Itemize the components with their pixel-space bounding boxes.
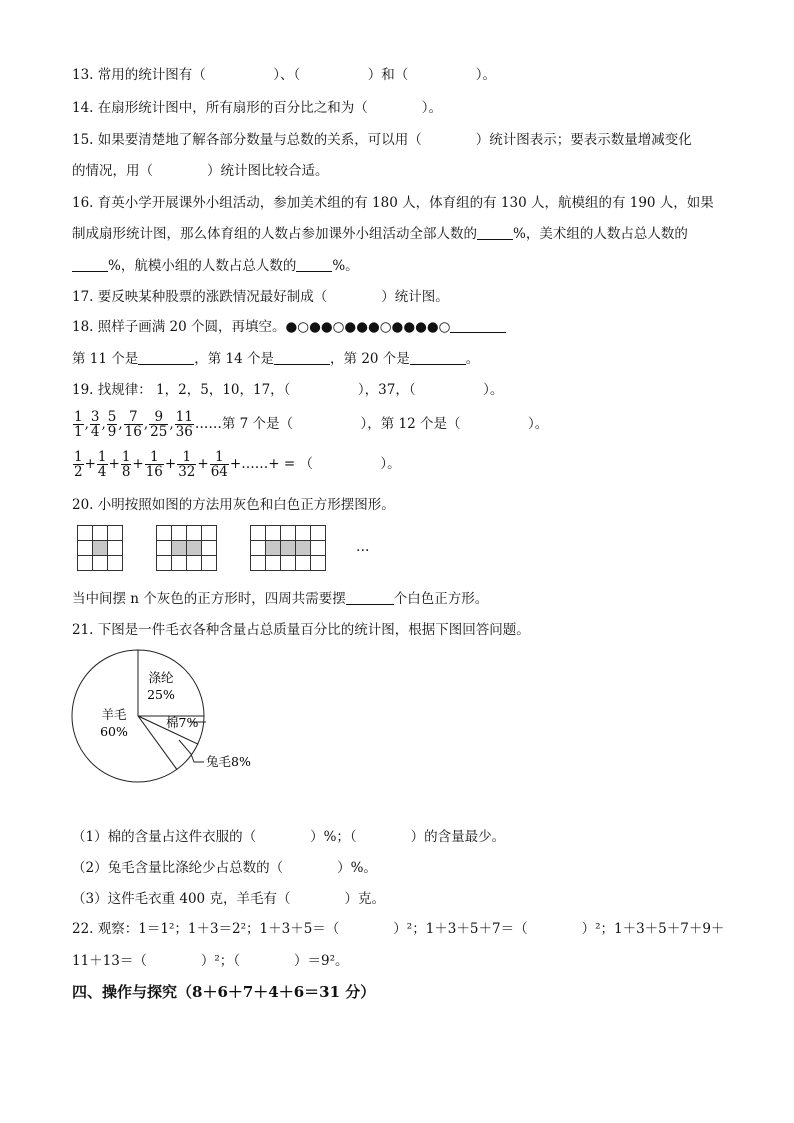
question-17: 17. 要反映某种股票的涨跌情况最好制成（ ）统计图。 [72,289,449,305]
question-19-line1: 19. 找规律： 1，2，5，10，17，（ ），37，（ ）。 [72,382,504,398]
denominator: 4 [90,424,100,440]
numerator: 7 [124,410,143,425]
denominator: 16 [145,464,163,480]
fraction [90,410,101,439]
denominator: 16 [124,424,142,440]
gray-square [296,541,311,556]
polyester-pct-label: 25% [147,687,175,702]
q20-text: 当中间摆 n 个灰色的正方形时，四周共需要摆 [72,591,346,607]
question-19-fraction-sum: $\frac{1}{2}$ + $\frac{1}{4}$ + $\frac{1}{8}$ + $\frac{1}{16}$ + $\frac{1}{32}$ + $\frac{1}{64}$ +……+ = （ ）。 [74,449,401,480]
denominator: 36 [175,424,193,440]
question-20-line1: 20. 小明按照如图的方法用灰色和白色正方形摆图形。 [72,497,395,513]
pattern-ellipsis: … [356,539,370,555]
question-21-1: （1）棉的含量占这件衣服的（ ）%；（ ）的含量最少。 [72,829,506,845]
answer-blank[interactable] [477,225,513,240]
q20-text: 个白色正方形。 [393,591,489,607]
question-21-2: （2）兔毛含量比涤纶少占总数的（ ）%。 [72,860,377,876]
answer-blank[interactable] [138,350,194,365]
question-18-line2 [72,350,479,368]
fraction [97,450,108,479]
question-20-line2 [72,590,488,608]
fraction [73,450,84,479]
q16-text: %，美术组的人数占总人数的 [513,226,688,242]
question-14: 14. 在扇形统计图中，所有扇形的百分比之和为（ ）。 [72,100,443,116]
denominator: 8 [121,464,131,480]
question-13: 13. 常用的统计图有（ ）、（ ）和（ ）。 [72,67,497,83]
q19-text: ……第 7 个是（ ），第 12 个是（ ）。 [194,416,549,432]
numerator: 1 [97,449,107,465]
polyester-name-label: 涤纶 [148,670,174,685]
fraction [175,410,194,439]
fraction [124,410,143,439]
numerator: 1 [121,449,131,465]
numerator: 9 [149,410,168,425]
numerator: 1 [74,409,83,425]
gray-square [172,541,187,556]
pattern-figure-1 [77,525,123,571]
fraction [145,450,164,479]
pie-chart [66,644,256,814]
numerator: 11 [175,409,193,425]
gray-square [281,541,296,556]
denominator: 9 [107,424,117,440]
q18-text: 第 11 个是 [72,351,139,367]
fraction [210,450,229,479]
cotton-label: 棉7% [166,715,199,730]
fraction [121,450,132,479]
answer-blank[interactable] [450,318,506,333]
question-16-line1: 16. 育英小学开展课外小组活动，参加美术组的有 180 人，体育组的有 130 人，航模组的有 190 人，如果 [72,195,714,211]
question-15-line1: 15. 如果要清楚地了解各部分数量与总数的关系，可以用（ ）统计图表示；要表示数量增减变化 [72,132,692,148]
fraction [73,410,84,439]
question-18-line1 [72,318,506,336]
answer-blank[interactable] [274,350,330,365]
denominator: 1 [74,424,83,440]
gray-square [93,541,108,556]
denominator: 25 [150,424,168,440]
answer-blank[interactable] [72,257,108,272]
question-21-3: （3）这件毛衣重 400 克，羊毛有（ ）克。 [72,891,385,907]
q18-text: 18. 照样子画满 20 个圆，再填空。●○●●○●●●○●●●●○ [72,319,451,335]
q19-text: +……+ = （ ）。 [229,456,401,472]
denominator: 2 [74,464,83,480]
pattern-figure-3 [250,525,326,571]
q18-text: ，第 14 个是 [194,351,275,367]
q16-text: %。 [332,258,359,274]
fraction [149,410,168,439]
section-4-title: 四、操作与探究（8＋6＋7＋4＋6＝31 分） [72,983,376,1001]
wool-name-label: 羊毛 [101,707,127,722]
answer-blank[interactable] [346,590,394,605]
question-21: 21. 下图是一件毛衣各种含量占总质量百分比的统计图，根据下图回答问题。 [72,622,530,638]
numerator: 5 [107,409,117,425]
numerator: 1 [145,450,164,465]
denominator: 4 [97,464,107,480]
question-22-line2: 11＋13＝（ ）²；（ ）＝9²。 [72,953,349,969]
question-15-line2: 的情况，用（ ）统计图比较合适。 [72,163,329,179]
q16-text: %，航模小组的人数占总人数的 [108,258,297,274]
numerator: 1 [177,450,196,465]
gray-square [187,541,202,556]
denominator: 32 [178,464,196,480]
fraction [177,450,196,479]
question-16-line3 [72,257,359,275]
q18-text: 。 [465,351,480,367]
question-19-fraction-sequence: $\frac{1}{1}$ , $\frac{3}{4}$ , $\frac{5}{9}$ , $\frac{7}{16}$ , $\frac{9}{25}$ , $\frac{11}{36}$ ……第 7 个是（ ），第 12 个是（ ）。 [74,409,549,440]
q16-text: 制成扇形统计图，那么体育组的人数占参加课外小组活动全部人数的 [72,226,477,242]
gray-square [266,541,281,556]
numerator: 1 [74,449,83,465]
question-22-line1: 22. 观察：1＝1²；1＋3＝2²；1＋3＋5＝（ ）²；1＋3＋5＋7＝（ ）²；1＋3＋5＋7＋9＋ [72,921,725,937]
answer-blank[interactable] [410,350,466,365]
numerator: 1 [210,450,229,465]
question-16-line2 [72,225,688,243]
rabbit-label: 兔毛8% [206,754,251,769]
denominator: 64 [210,464,228,480]
answer-blank[interactable] [296,257,332,272]
wool-pct-label: 60% [100,724,128,739]
numerator: 3 [90,409,100,425]
fraction [107,410,118,439]
pattern-figure-2 [156,525,217,571]
q18-text: ，第 20 个是 [330,351,410,367]
